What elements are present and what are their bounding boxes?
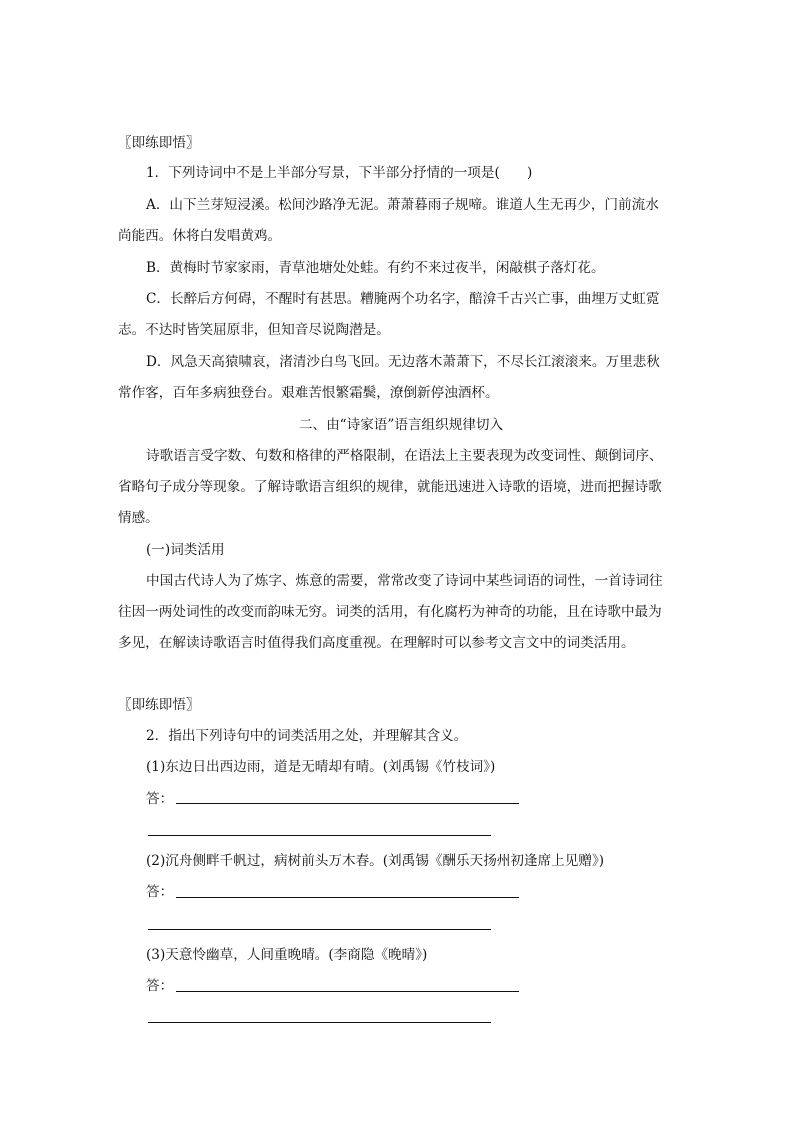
answer-line-3a[interactable] <box>176 991 519 992</box>
option-c-line-1: C．长醉后方何碍，不醒时有甚思。糟腌两个功名字，醅渰千古兴亡事，曲埋万丈虹霓 <box>146 291 660 307</box>
item-2: (2)沉舟侧畔千帆过，病树前头万木春。(刘禹锡《酬乐天扬州初逢席上见赠》) <box>146 853 605 869</box>
option-d-line-1: D．风急天高猿啸哀，渚清沙白鸟飞回。无边落木萧萧下，不尽长江滚滚来。万里悲秋 <box>146 354 660 370</box>
answer-line-1b[interactable] <box>148 835 491 836</box>
answer-line-2b[interactable] <box>148 929 491 930</box>
option-c-line-2: 志。不达时皆笑屈原非，但知音尽说陶潜是。 <box>118 322 390 338</box>
practice-header-2: 〖即练即悟〗 <box>118 697 200 713</box>
subheading: (一)词类活用 <box>146 542 225 558</box>
body-line-3: 多见，在解读诗歌语言时值得我们高度重视。在理解时可以参考文言文中的词类活用。 <box>118 635 635 651</box>
intro-line-1: 诗歌语言受字数、句数和格律的严格限制，在语法上主要表现为改变词性、颠倒词序、 <box>146 448 663 464</box>
option-a-line-2: 尚能西。休将白发唱黄鸡。 <box>118 228 282 244</box>
option-b-line-1: B．黄梅时节家家雨，青草池塘处处蛙。有约不来过夜半，闲敲棋子落灯花。 <box>146 260 605 276</box>
practice-header-1: 〖即练即悟〗 <box>118 135 200 151</box>
body-line-2: 往因一两处词性的改变而韵味无穷。词类的活用，有化腐朽为神奇的功能，且在诗歌中最为 <box>118 604 662 620</box>
item-1: (1)东边日出西边雨，道是无晴却有晴。(刘禹锡《竹枝词》) <box>146 759 496 775</box>
answer-line-1a[interactable] <box>176 803 519 804</box>
question-2: 2．指出下列诗句中的词类活用之处，并理解其含义。 <box>146 728 468 744</box>
section-title: 二、由“诗家语”语言组织规律切入 <box>298 417 504 433</box>
answer-line-2a[interactable] <box>176 897 519 898</box>
body-line-1: 中国古代诗人为了炼字、炼意的需要，常常改变了诗词中某些词语的词性，一首诗词往 <box>146 573 663 589</box>
option-a-line-1: A．山下兰芽短浸溪。松间沙路净无泥。萧萧暮雨子规啼。谁道人生无再少，门前流水 <box>146 197 659 213</box>
answer-label-2: 答： <box>146 884 174 900</box>
question-1: 1．下列诗词中不是上半部分写景，下半部分抒情的一项是( ) <box>146 165 533 181</box>
answer-label-1: 答： <box>146 791 174 807</box>
intro-line-2: 省略句子成分等现象。了解诗歌语言组织的规律，就能迅速进入诗歌的语境，进而把握诗歌 <box>118 479 662 495</box>
option-d-line-2: 常作客，百年多病独登台。艰难苦恨繁霜鬓，潦倒新停浊酒杯。 <box>118 385 499 401</box>
intro-line-3: 情感。 <box>118 510 159 526</box>
answer-line-3b[interactable] <box>148 1022 491 1023</box>
item-3: (3)天意怜幽草，人间重晚晴。(李商隐《晚晴》) <box>146 947 428 963</box>
answer-label-3: 答： <box>146 978 174 994</box>
